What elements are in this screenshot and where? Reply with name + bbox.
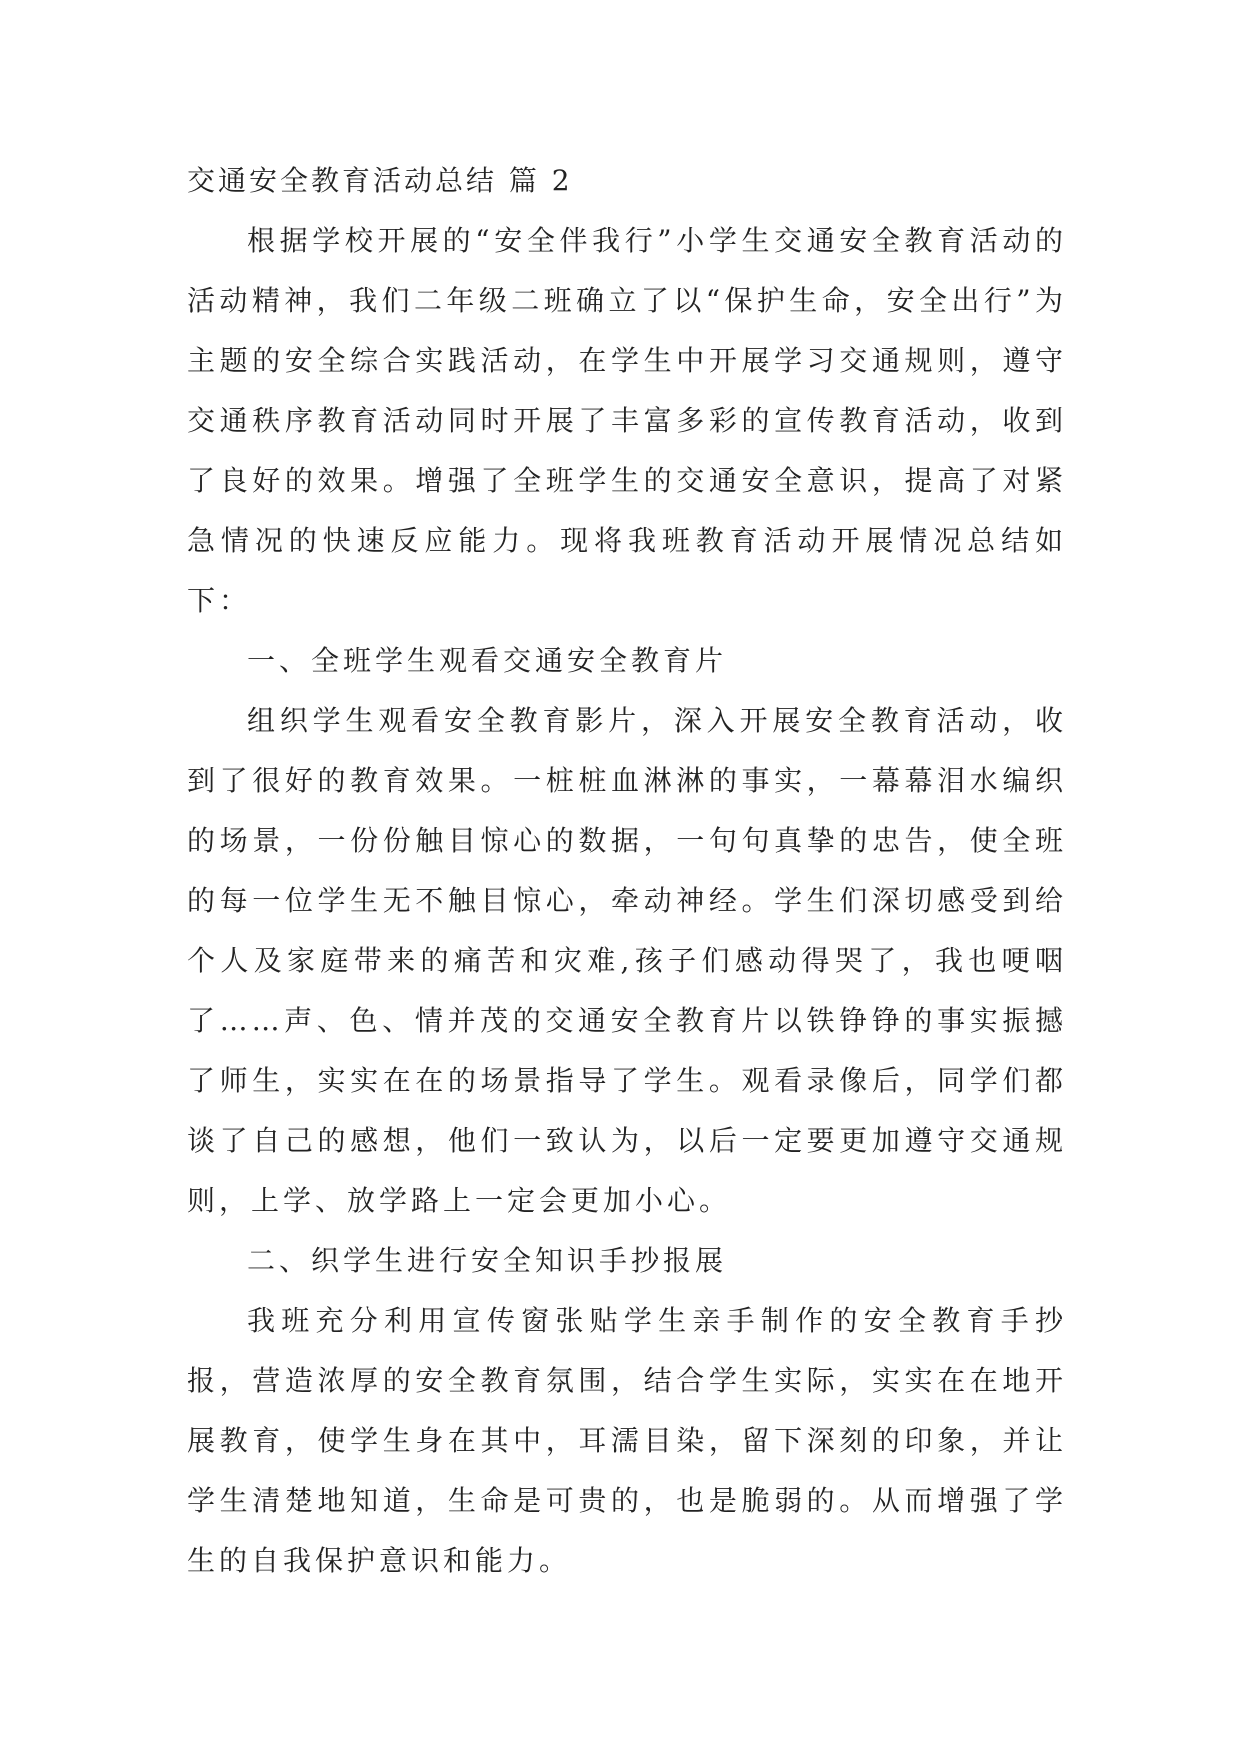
intro-paragraph: 根据学校开展的“安全伴我行”小学生交通安全教育活动的活动精神，我们二年级二班确立了以“保护生命，安全出行”为主题的安全综合实践活动，在学生中开展学习交通规则，遵守交通秩序教育活动同时开展了丰富多彩的宣传教育活动，收到了良好的效果。增强了全班学生的交通安全意识，提高了对紧急情况的快速反应能力。现将我班教育活动开展情况总结如下：: [187, 224, 1067, 617]
document-title: 交通安全教育活动总结 篇 2: [187, 164, 573, 197]
document-body: [187, 151, 1067, 1591]
section-heading-1: 一、全班学生观看交通安全教育片: [247, 644, 728, 677]
section-heading-2: 二、织学生进行安全知识手抄报展: [247, 1244, 728, 1277]
section-1-paragraph: 组织学生观看安全教育影片，深入开展安全教育活动，收到了很好的教育效果。一桩桩血淋淋的事实，一幕幕泪水编织的场景，一份份触目惊心的数据，一句句真挚的忠告，使全班的每一位学生无不触目惊心，牵动神经。学生们深切感受到给个人及家庭带来的痛苦和灾难,孩子们感动得哭了，我也哽咽了……声、色、情并茂的交通安全教育片以铁铮铮的事实振撼了师生，实实在在的场景指导了学生。观看录像后，同学们都谈了自己的感想，他们一致认为，以后一定要更加遵守交通规则，上学、放学路上一定会更加小心。: [187, 704, 1067, 1217]
section-2-paragraph: 我班充分利用宣传窗张贴学生亲手制作的安全教育手抄报，营造浓厚的安全教育氛围，结合学生实际，实实在在地开展教育，使学生身在其中，耳濡目染，留下深刻的印象，并让学生清楚地知道，生命是可贵的，也是脆弱的。从而增强了学生的自我保护意识和能力。: [187, 1304, 1067, 1577]
